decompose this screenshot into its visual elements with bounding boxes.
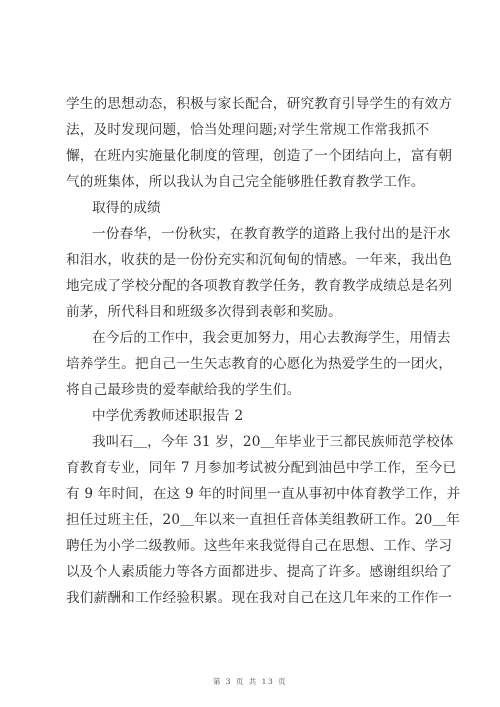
- body-text-line: 培养学生。把自己一生矢志教育的心愿化为热爱学生的一团火，: [66, 356, 453, 372]
- body-text-line: 前茅，所代科目和班级多次得到表彰和奖励。: [66, 304, 342, 320]
- body-text-line: 气的班集体，所以我认为自己完全能够胜任教育教学工作。: [66, 174, 425, 190]
- body-text-line: 懈，在班内实施量化制度的管理，创造了一个团结向上，富有朝: [66, 148, 453, 164]
- body-text-line: 聘任为小学二级教师。这些年来我觉得自己在思想、工作、学习: [66, 538, 453, 554]
- body-text-line: 育教育专业，同年 7 月参加考试被分配到油邑中学工作，至今已: [66, 460, 457, 476]
- page-footer: 第 3 页 共 13 页: [212, 677, 288, 686]
- body-text-line: 学生的思想动态，积极与家长配合，研究教育引导学生的有效方: [66, 96, 453, 112]
- body-text-line: 一份春华，一份秋实，在教育教学的道路上我付出的是汗水: [92, 226, 451, 242]
- body-text-line: 和泪水，收获的是一份份充实和沉甸甸的情感。一年来，我出色: [66, 252, 453, 268]
- body-text-line: 我们薪酬和工作经验积累。现在我对自己在这几年来的工作作一: [66, 590, 453, 606]
- body-text-line: 有 9 年时间，在这 9 年的时间里一直从事初中体育教学工作，并: [66, 486, 461, 502]
- body-text-line: 法，及时发现问题，恰当处理问题;对学生常规工作常我抓不: [66, 122, 430, 138]
- body-text-line: 将自己最珍贵的爱奉献给我的学生们。: [66, 382, 301, 398]
- body-text-line: 地完成了学校分配的各项教育教学任务，教育教学成绩总是名列: [66, 278, 453, 294]
- section-heading: 取得的成绩: [92, 200, 161, 216]
- body-text-line: 我叫石＿，今年 31 岁，20＿年毕业于三都民族师范学校体: [92, 434, 454, 450]
- body-text-line: 在今后的工作中，我会更加努力，用心去教海学生，用情去: [92, 330, 451, 346]
- body-text-line: 担任过班主任，20＿年以来一直担任音体美组教研工作。20＿年: [66, 512, 461, 528]
- body-text-line: 以及个人素质能力等各方面都进步、提高了许多。感谢组织给了: [66, 564, 453, 580]
- section-heading: 中学优秀教师述职报告 2: [92, 408, 244, 424]
